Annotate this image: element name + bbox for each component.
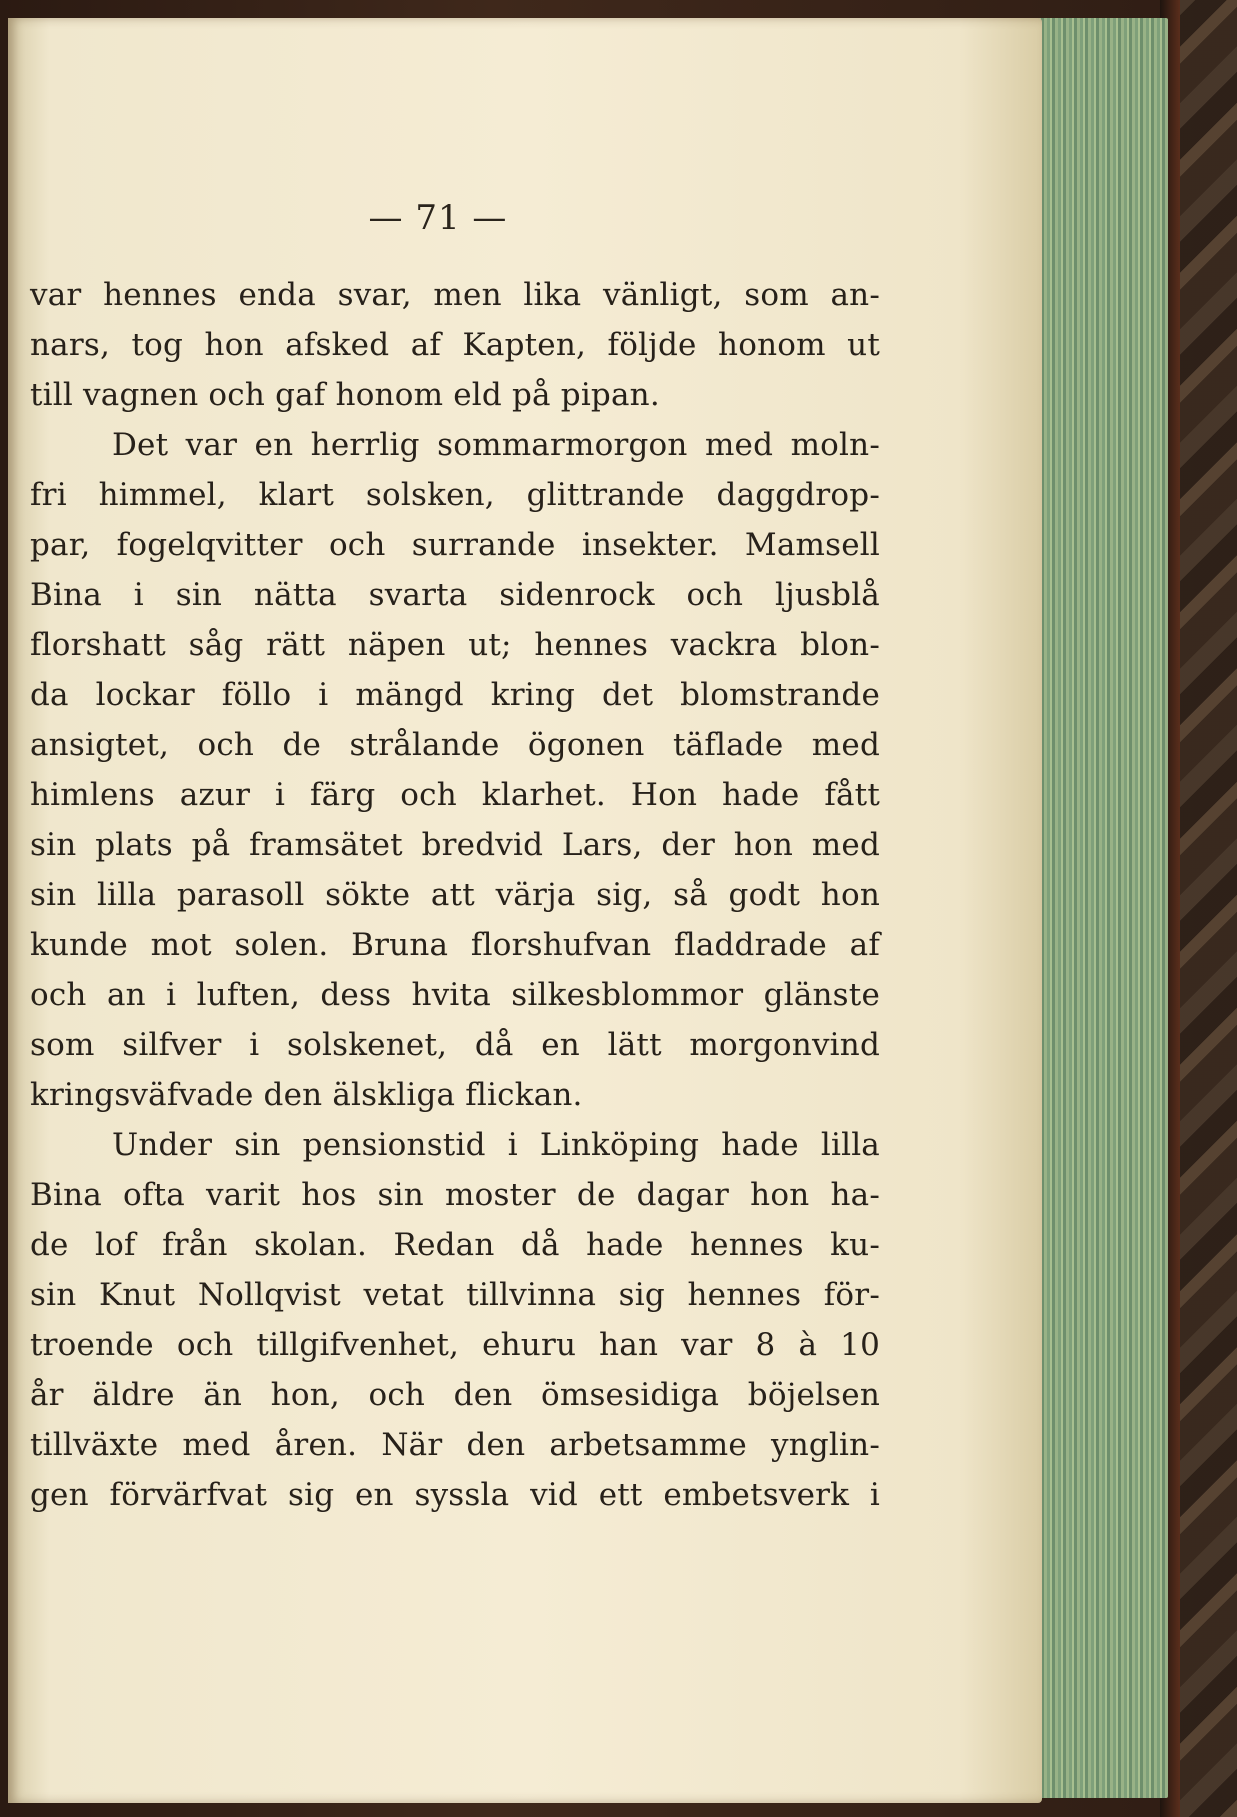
text-line: nars, tog hon afsked af Kapten, följde honom ut	[30, 327, 880, 363]
text-line: tillväxte med åren. När den arbetsamme ynglin-	[30, 1427, 880, 1463]
text-line: himlens azur i färg och klarhet. Hon hade fått	[30, 777, 880, 813]
text-line: par, fogelqvitter och surrande insekter. Mamsell	[30, 527, 880, 563]
marbled-cover	[1170, 0, 1237, 1817]
text-line: sin lilla parasoll sökte att värja sig, så godt hon	[30, 877, 880, 913]
text-line: till vagnen och gaf honom eld på pipan.	[30, 377, 660, 413]
body-text	[30, 270, 880, 1520]
text-line: Bina i sin nätta svarta sidenrock och ljusblå	[30, 577, 880, 613]
page-edges	[1036, 18, 1168, 1798]
text-line: troende och tillgifvenhet, ehuru han var 8 à 10	[30, 1327, 880, 1363]
text-line: var hennes enda svar, men lika vänligt, som an-	[30, 277, 880, 313]
book-page	[8, 18, 1042, 1803]
text-line: florshatt såg rätt näpen ut; hennes vackra blon-	[30, 627, 880, 663]
text-line: Bina ofta varit hos sin moster de dagar hon ha-	[30, 1177, 880, 1213]
text-line: sin plats på framsätet bredvid Lars, der hon med	[30, 827, 880, 863]
text-line: de lof från skolan. Redan då hade hennes ku-	[30, 1227, 880, 1263]
text-line: år äldre än hon, och den ömsesidiga böjelsen	[30, 1377, 880, 1413]
text-line: ansigtet, och de strålande ögonen täflade med	[30, 727, 880, 763]
text-line: gen förvärfvat sig en syssla vid ett embetsverk i	[30, 1477, 880, 1513]
text-line: sin Knut Nollqvist vetat tillvinna sig hennes för-	[30, 1277, 880, 1313]
text-line: Under sin pensionstid i Linköping hade lilla	[112, 1127, 880, 1163]
text-line: da lockar föllo i mängd kring det blomstrande	[30, 677, 880, 713]
text-line: kunde mot solen. Bruna florshufvan fladdrade af	[30, 927, 880, 963]
text-line: kringsväfvade den älskliga flickan.	[30, 1077, 583, 1113]
text-line: som silfver i solskenet, då en lätt morgonvind	[30, 1027, 880, 1063]
text-line: fri himmel, klart solsken, glittrande daggdrop-	[30, 477, 880, 513]
text-line: Det var en herrlig sommarmorgon med moln-	[112, 427, 880, 463]
page-number: — 71 —	[368, 198, 508, 238]
text-line: och an i luften, dess hvita silkesblommor glänste	[30, 977, 880, 1013]
